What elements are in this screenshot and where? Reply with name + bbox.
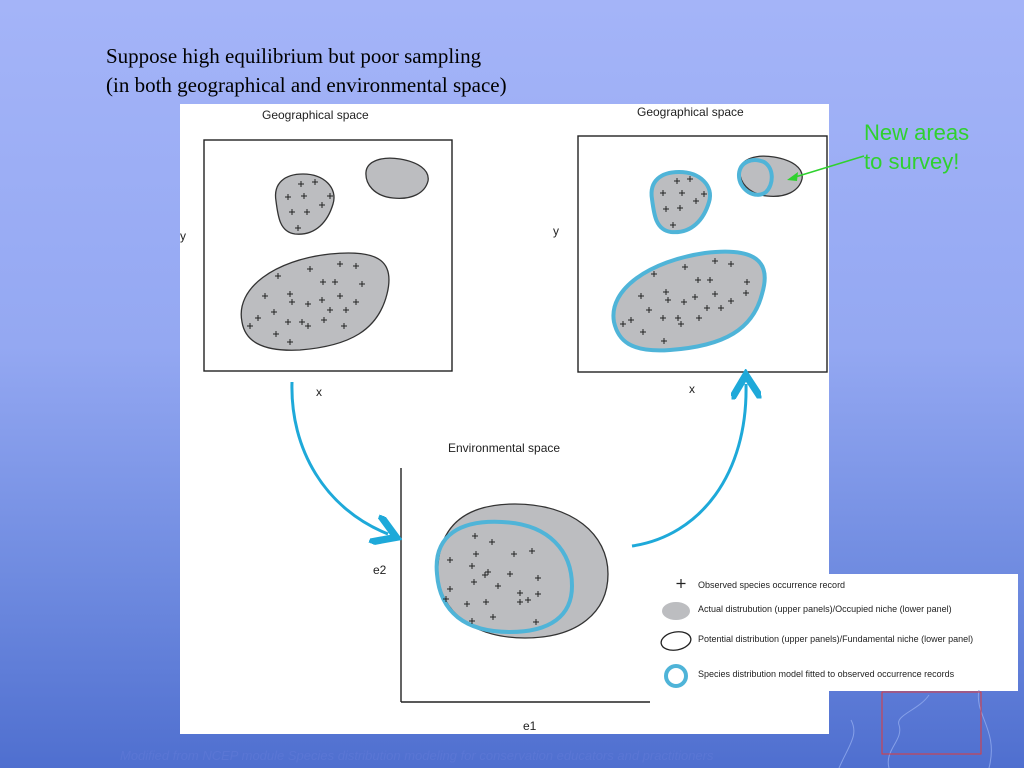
right-panel-ylabel: y xyxy=(553,224,559,238)
legend-label: Observed species occurrence record xyxy=(698,580,846,590)
title-line-2: (in both geographical and environmental space) xyxy=(106,73,507,97)
decorative-map-corner xyxy=(829,690,1024,768)
legend-item-model xyxy=(650,663,1018,689)
callout-arrow xyxy=(780,150,870,190)
right-geographical-panel xyxy=(553,105,827,396)
callout-line-2: to survey! xyxy=(864,149,960,174)
legend-item-occurrence xyxy=(650,574,1018,600)
legend-item-potential xyxy=(650,628,1018,654)
callout-line-1: New areas xyxy=(864,120,970,145)
new-areas-callout xyxy=(864,118,969,176)
blue-ring-icon xyxy=(654,663,694,689)
legend-label: Species distribution model fitted to observed occurrence records xyxy=(698,669,955,679)
legend-label: Potential distribution (upper panels)/Fundamental niche (lower panel) xyxy=(698,634,974,644)
outline-blob-icon xyxy=(654,628,694,654)
right-panel-xlabel: x xyxy=(689,382,695,396)
slide-title xyxy=(106,42,507,100)
left-panel-xlabel: x xyxy=(316,385,322,399)
down-arrow-to-environmental-space xyxy=(292,382,388,534)
right-panel-title: Geographical space xyxy=(637,105,744,119)
legend-label: Actual distrubution (upper panels)/Occupied niche (lower panel) xyxy=(698,604,952,614)
plus-icon xyxy=(654,574,694,600)
left-panel-ylabel: y xyxy=(180,229,186,243)
title-line-1: Suppose high equilibrium but poor sampling xyxy=(106,44,482,68)
legend-item-actual xyxy=(650,598,1018,624)
legend-box xyxy=(650,574,1018,691)
up-arrow-to-geographical-space xyxy=(632,384,746,546)
gray-blob-icon xyxy=(654,598,694,624)
left-geographical-panel xyxy=(180,108,452,399)
env-panel-title: Environmental space xyxy=(448,441,561,455)
source-credit: Modified from NCEP module Species distribution modeling for conservation educators and practitioners xyxy=(120,748,714,763)
env-xlabel: e1 xyxy=(523,719,537,733)
environmental-space-panel xyxy=(373,441,650,733)
left-panel-title: Geographical space xyxy=(262,108,369,122)
env-ylabel: e2 xyxy=(373,563,387,577)
